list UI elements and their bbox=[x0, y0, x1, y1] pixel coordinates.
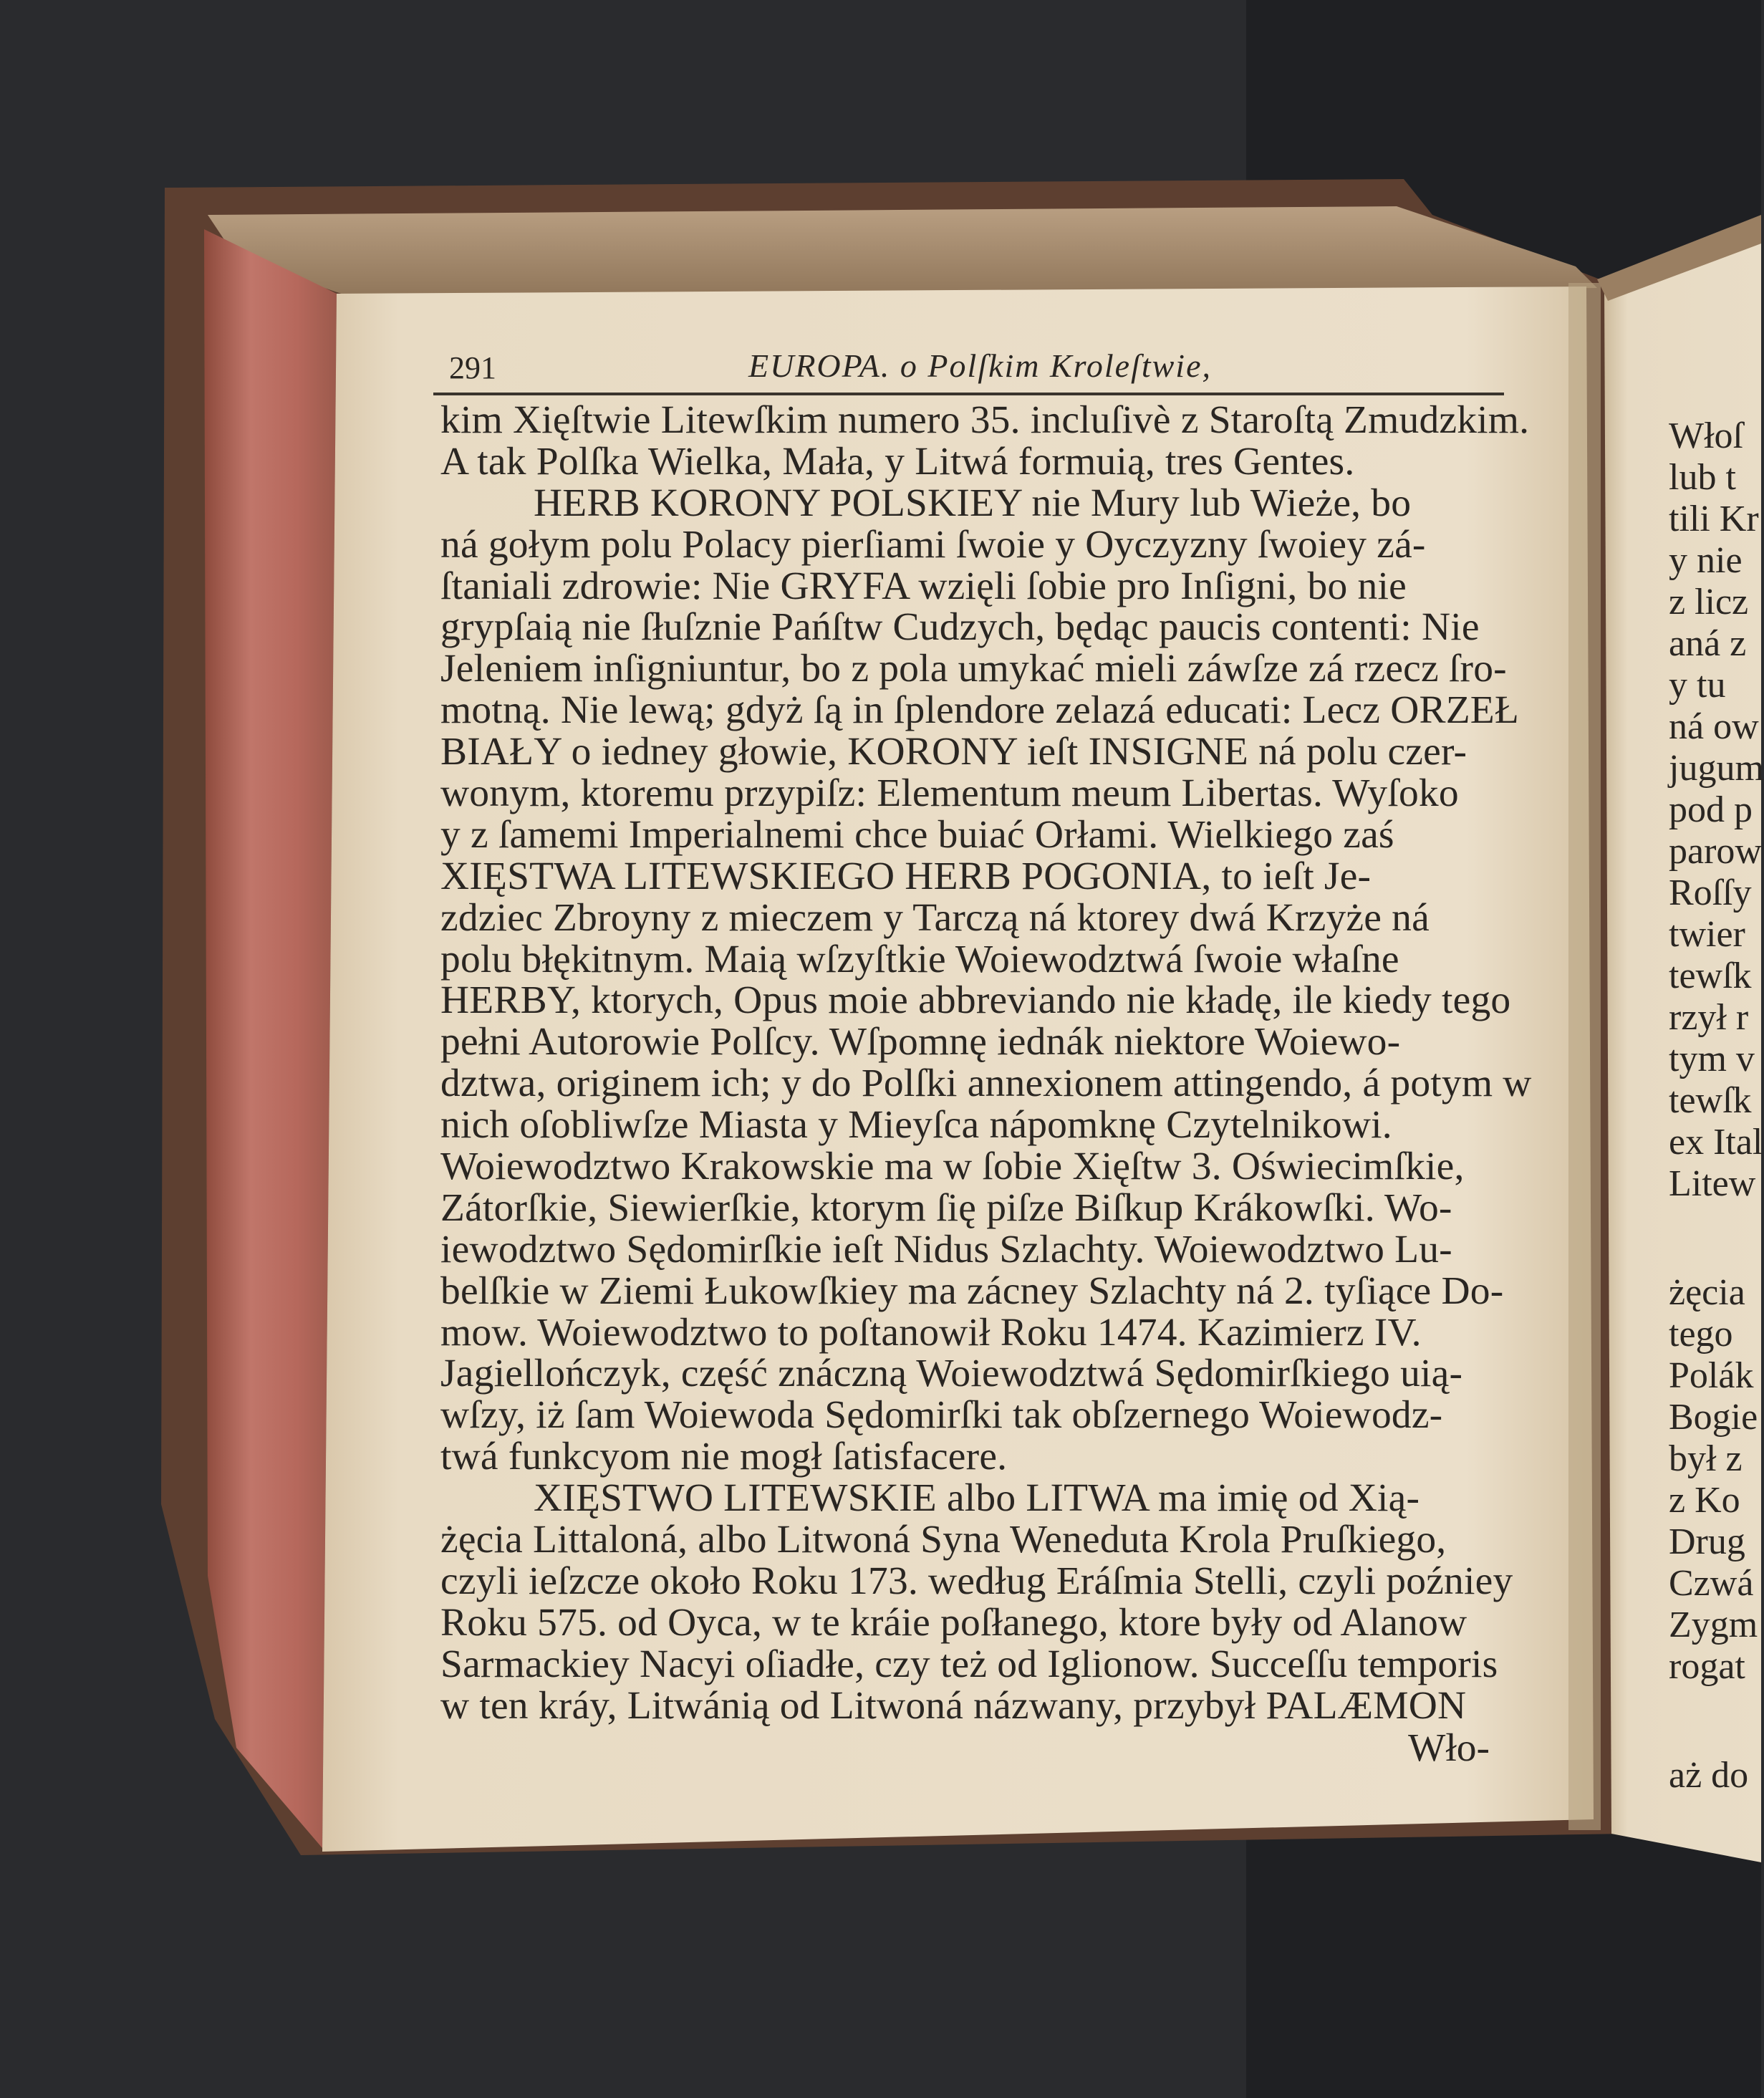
facing-text-line: aná z bbox=[1669, 623, 1747, 664]
facing-text-line: z Ko bbox=[1669, 1480, 1740, 1521]
text-line: BIAŁY o iedney głowie, KORONY ieſt INSIGNE ná polu czer- bbox=[440, 730, 1467, 774]
facing-text-line: był z bbox=[1669, 1438, 1743, 1479]
text-line: HERBY, ktorych, Opus moie abbreviando nie kładę, ile kiedy tego bbox=[440, 978, 1511, 1023]
page-block-top bbox=[208, 206, 1597, 299]
facing-text-line: pod p bbox=[1669, 789, 1753, 830]
facing-text-line: tym v bbox=[1669, 1039, 1755, 1079]
facing-text-line: y nie bbox=[1669, 540, 1743, 581]
facing-text-line: y tu bbox=[1669, 665, 1726, 706]
text-line: ſtaniali zdrowie: Nie GRYFA wzięli ſobie pro Inſigni, bo nie bbox=[440, 564, 1407, 608]
text-line: dztwa, originem ich; y do Polſki annexionem attingendo, á potym w bbox=[440, 1062, 1532, 1106]
page-block-red-edge bbox=[204, 229, 337, 1848]
facing-text-line: Bogie bbox=[1669, 1397, 1758, 1438]
text-line: XIĘSTWA LITEWSKIEGO HERB POGONIA, to ieſt Je- bbox=[440, 854, 1372, 898]
facing-text-line: Czwá bbox=[1669, 1563, 1754, 1604]
text-line: belſkie w Ziemi Łukowſkiey ma zácney Szlachty ná 2. tyſiące Do- bbox=[440, 1269, 1504, 1313]
facing-text-line: Drug bbox=[1669, 1521, 1745, 1562]
text-line: polu błękitnym. Maią wſzyſtkie Woiewodztwá ſwoie właſne bbox=[440, 937, 1399, 981]
left-page-text bbox=[433, 337, 1532, 1770]
text-line: wonym, ktoremu przypiſz: Elementum meum Libertas. Wyſoko bbox=[440, 771, 1459, 816]
text-line: nich oſobliwſze Miasta y Mieyſca nápomknę Czytelnikowi. bbox=[440, 1103, 1392, 1147]
facing-text-line: żęcia bbox=[1669, 1272, 1745, 1313]
facing-text-line: z licz bbox=[1669, 582, 1749, 622]
text-line: ná gołym polu Polacy pierſiami ſwoie y Oyczyzny ſwoiey zá- bbox=[440, 522, 1426, 567]
paragraph-start-line: XIĘSTWO LITEWSKIE albo LITWA ma imię od Xią- bbox=[534, 1476, 1420, 1521]
body-text bbox=[433, 398, 1532, 1728]
text-line: iewodztwo Sędomirſkie ieſt Nidus Szlachty. Woiewodztwo Lu- bbox=[440, 1227, 1452, 1271]
facing-text-line: Polák bbox=[1669, 1355, 1754, 1396]
gutter-shadow bbox=[1568, 283, 1601, 1830]
page-number: 291 bbox=[449, 350, 496, 385]
text-line: A tak Polſka Wielka, Mała, y Litwá formuią, tres Gentes. bbox=[440, 439, 1355, 483]
catchword: Wło- bbox=[1407, 1726, 1490, 1770]
text-line: wſzy, iż ſam Woiewoda Sędomirſki tak obſzernego Woiewodz- bbox=[440, 1393, 1443, 1438]
facing-text-line: lub t bbox=[1669, 457, 1736, 498]
text-line: Roku 575. od Oyca, w te kráie poſłanego, ktore były od Alanow bbox=[440, 1600, 1467, 1645]
text-line: motną. Nie lewą; gdyż ſą in ſplendore zelazá educati: Lecz ORZEŁ bbox=[440, 688, 1520, 733]
text-line: y z ſamemi Imperialnemi chce buiać Orłami. Wielkiego zaś bbox=[440, 812, 1394, 857]
facing-text-line: rzył r bbox=[1669, 997, 1749, 1038]
text-line: czyli ieſzcze około Roku 173. według Eráſmia Stelli, czyli poźniey bbox=[440, 1559, 1513, 1603]
facing-paragraph-gap bbox=[1669, 1205, 1761, 1272]
paragraph-start-line: HERB KORONY POLSKIEY nie Mury lub Wieże, bo bbox=[534, 481, 1412, 525]
facing-text-line: Roſſy bbox=[1669, 872, 1752, 913]
text-line: Jeleniem inſigniuntur, bo z pola umykać mieli záwſze zá rzecz ſro- bbox=[440, 647, 1507, 691]
facing-text-line: twier bbox=[1669, 914, 1745, 955]
page-header bbox=[433, 337, 1504, 395]
text-line: żęcia Littaloná, albo Litwoná Syna Weneduta Krola Pruſkiego, bbox=[440, 1518, 1447, 1562]
running-head: EUROPA. o Polſkim Kroleſtwie, bbox=[748, 347, 1212, 384]
text-line: Sarmackiey Nacyi oſiadłe, czy też od Iglionow. Succeſſu temporis bbox=[440, 1642, 1498, 1686]
text-line: w ten kráy, Litwánią od Litwoná názwany, przybył PALÆMON bbox=[440, 1683, 1467, 1728]
text-line: kim Xięſtwie Litewſkim numero 35. incluſivè z Staroſtą Zmudzkim. bbox=[440, 398, 1530, 442]
facing-paragraph-gap bbox=[1669, 1688, 1761, 1755]
facing-text-line: parow bbox=[1669, 831, 1762, 872]
text-line: Zátorſkie, Siewierſkie, ktorym ſię piſze Biſkup Krákowſki. Wo- bbox=[440, 1185, 1452, 1230]
text-line: pełni Autorowie Polſcy. Wſpomnę iednák niektore Woiewo- bbox=[440, 1020, 1401, 1064]
text-line: Woiewodztwo Krakowskie ma w ſobie Xięſtw 3. Oświecimſkie, bbox=[440, 1145, 1465, 1189]
facing-text-line: ná ow bbox=[1669, 706, 1759, 747]
facing-text-line: tego bbox=[1669, 1314, 1733, 1354]
text-line: twá funkcyom nie mogł ſatisfacere. bbox=[440, 1435, 1008, 1479]
text-line: grypſaią nie ſłuſznie Pańſtw Cudzych, będąc paucis contenti: Nie bbox=[440, 605, 1480, 650]
facing-text-line: aż do bbox=[1669, 1755, 1749, 1796]
facing-text-line: Włoſ bbox=[1669, 415, 1743, 456]
facing-text-line: jugum bbox=[1669, 748, 1764, 789]
facing-page-text bbox=[1669, 415, 1764, 1796]
facing-text-line: tewſk bbox=[1669, 956, 1752, 996]
facing-text-line: tili Kr bbox=[1669, 499, 1759, 539]
facing-text-line: Zygm bbox=[1669, 1604, 1758, 1645]
text-line: zdziec Zbroyny z mieczem y Tarczą ná ktorey dwá Krzyże ná bbox=[440, 895, 1430, 940]
facing-text-line: Litew bbox=[1669, 1163, 1756, 1204]
facing-text-line: tewſk bbox=[1669, 1080, 1752, 1121]
text-line: Jagiellończyk, część znáczną Woiewodztwá Sędomirſkiego uią- bbox=[440, 1352, 1463, 1396]
facing-text-line: ex Ital bbox=[1669, 1122, 1763, 1163]
facing-text-line: rogat bbox=[1669, 1646, 1745, 1687]
text-line: mow. Woiewodztwo to poſtanowił Roku 1474. Kazimierz IV. bbox=[440, 1310, 1422, 1354]
